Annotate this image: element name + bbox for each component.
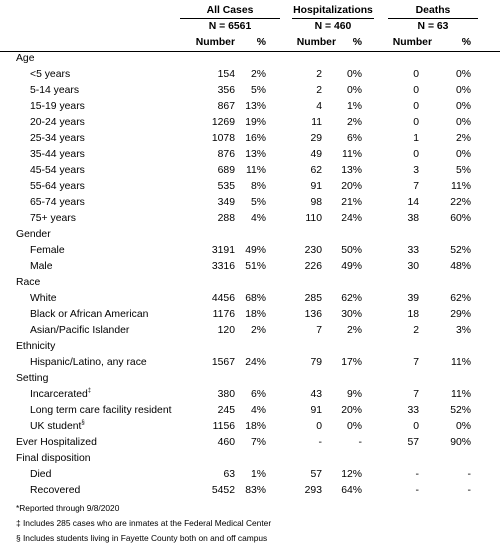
cell-number: 7 <box>413 181 419 192</box>
header-total-2: N = 63 <box>417 21 449 32</box>
row-label: Recovered <box>30 485 81 496</box>
row-label: Incarcerated‡ <box>30 388 92 400</box>
header-sub-0: Number <box>195 37 235 48</box>
header-group-2: Deaths <box>415 5 451 16</box>
section-row <box>0 435 500 451</box>
cell-number: 2 <box>316 85 322 96</box>
cell-percent: 62% <box>450 293 471 304</box>
cell-percent: 11% <box>450 389 471 400</box>
row-label: UK student§ <box>30 420 85 432</box>
cell-number: 2 <box>413 325 419 336</box>
cell-percent: - <box>467 485 471 496</box>
row-label: 75+ years <box>30 213 76 224</box>
cell-number: 2 <box>316 69 322 80</box>
cell-number: 285 <box>304 293 322 304</box>
cell-number: 49 <box>310 149 322 160</box>
table-row <box>0 403 500 419</box>
cell-number: 3191 <box>211 245 235 256</box>
cell-percent: 6% <box>346 133 362 144</box>
cell-percent: 68% <box>245 293 266 304</box>
cell-number: 3316 <box>211 261 235 272</box>
cell-number: 867 <box>217 101 235 112</box>
cell-percent: 0% <box>455 85 471 96</box>
table-row <box>0 483 500 499</box>
cell-percent: 16% <box>245 133 266 144</box>
cell-number: - <box>318 437 322 448</box>
cell-percent: 4% <box>250 213 266 224</box>
cell-number: 535 <box>217 181 235 192</box>
section-row <box>0 451 500 467</box>
table-row <box>0 115 500 131</box>
row-label: 35-44 years <box>30 149 85 160</box>
row-label: White <box>30 293 57 304</box>
cell-number: 14 <box>407 197 419 208</box>
cell-number: 460 <box>217 437 235 448</box>
cell-number: 39 <box>407 293 419 304</box>
cell-percent: 5% <box>455 165 471 176</box>
cell-percent: 17% <box>341 357 362 368</box>
cell-percent: - <box>358 437 362 448</box>
cell-number: 1 <box>413 133 419 144</box>
cell-number: 29 <box>310 133 322 144</box>
cell-number: 380 <box>217 389 235 400</box>
cell-number: 33 <box>407 245 419 256</box>
cell-percent: 1% <box>346 101 362 112</box>
row-label: Asian/Pacific Islander <box>30 325 130 336</box>
section-row <box>0 339 500 355</box>
cell-percent: 2% <box>346 117 362 128</box>
cell-number: 226 <box>304 261 322 272</box>
cell-number: 349 <box>217 197 235 208</box>
cell-number: 4456 <box>211 293 235 304</box>
cell-percent: 19% <box>245 117 266 128</box>
cell-number: 245 <box>217 405 235 416</box>
cell-number: 7 <box>316 325 322 336</box>
cell-percent: 24% <box>341 213 362 224</box>
cell-number: 0 <box>413 69 419 80</box>
cell-percent: - <box>467 469 471 480</box>
row-label: Age <box>16 53 35 64</box>
cell-percent: 5% <box>250 85 266 96</box>
cell-percent: 49% <box>341 261 362 272</box>
header-sub-1: % <box>256 37 266 48</box>
table-row <box>0 387 500 403</box>
header-totals <box>0 19 500 35</box>
row-label: Hispanic/Latino, any race <box>30 357 147 368</box>
header-group-0: All Cases <box>206 5 254 16</box>
cell-number: 5452 <box>211 485 235 496</box>
cell-percent: 30% <box>341 309 362 320</box>
cell-percent: 60% <box>450 213 471 224</box>
cell-number: 63 <box>223 469 235 480</box>
header-sub-5: % <box>461 37 471 48</box>
cell-number: - <box>415 469 419 480</box>
section-row <box>0 227 500 243</box>
cell-percent: 6% <box>250 389 266 400</box>
cell-percent: 0% <box>455 101 471 112</box>
cell-percent: 7% <box>250 437 266 448</box>
cell-percent: 52% <box>450 405 471 416</box>
cell-percent: 13% <box>245 149 266 160</box>
header-sub-2: Number <box>296 37 336 48</box>
cell-percent: 13% <box>341 165 362 176</box>
footnote: *Reported through 9/8/2020 <box>16 503 120 513</box>
footnote: § Includes students living in Fayette County both on and off campus <box>16 533 268 543</box>
table-row <box>0 67 500 83</box>
cell-number: 1269 <box>211 117 235 128</box>
footnote-marker: ‡ <box>87 388 92 394</box>
cell-percent: 0% <box>346 69 362 80</box>
row-label: 5-14 years <box>30 85 80 96</box>
cell-percent: 11% <box>245 165 266 176</box>
footnote-marker: § <box>81 420 85 426</box>
table-row <box>0 131 500 147</box>
cell-percent: 0% <box>455 421 471 432</box>
cell-percent: 50% <box>341 245 362 256</box>
cell-number: 293 <box>304 485 322 496</box>
table-row <box>0 259 500 275</box>
cell-number: 0 <box>413 149 419 160</box>
table-row <box>0 99 500 115</box>
cell-number: 3 <box>413 165 419 176</box>
cell-number: 110 <box>305 213 322 224</box>
cell-number: 136 <box>304 309 322 320</box>
header-group-1: Hospitalizations <box>293 5 373 16</box>
cell-percent: 2% <box>455 133 471 144</box>
header-sub-4: Number <box>392 37 432 48</box>
cell-percent: 3% <box>455 325 471 336</box>
cell-percent: 90% <box>450 437 471 448</box>
cell-percent: 11% <box>341 149 362 160</box>
cell-percent: 0% <box>455 117 471 128</box>
table-row <box>0 83 500 99</box>
cell-percent: 0% <box>455 149 471 160</box>
row-label: 20-24 years <box>30 117 85 128</box>
cell-percent: 8% <box>250 181 266 192</box>
cell-percent: 9% <box>346 389 362 400</box>
row-label: Ethnicity <box>16 341 56 352</box>
header-groups <box>0 3 500 19</box>
cell-percent: 11% <box>450 181 471 192</box>
cell-percent: 0% <box>346 85 362 96</box>
cell-number: 154 <box>217 69 235 80</box>
cell-number: 91 <box>310 405 322 416</box>
section-row <box>0 371 500 387</box>
table-row <box>0 323 500 339</box>
footnote: ‡ Includes 285 cases who are inmates at the Federal Medical Center <box>16 518 272 528</box>
section-row <box>0 51 500 67</box>
cell-percent: 2% <box>250 69 266 80</box>
cell-number: 30 <box>407 261 419 272</box>
row-label: Race <box>16 277 41 288</box>
cell-percent: 4% <box>250 405 266 416</box>
table-row <box>0 307 500 323</box>
cell-number: 356 <box>217 85 235 96</box>
row-label: 25-34 years <box>30 133 85 144</box>
cell-percent: 22% <box>450 197 471 208</box>
cell-percent: 1% <box>250 469 266 480</box>
cell-percent: 48% <box>450 261 471 272</box>
table-row <box>0 179 500 195</box>
cell-number: 18 <box>407 309 419 320</box>
table-row <box>0 195 500 211</box>
row-label: Died <box>30 469 52 480</box>
cell-number: 43 <box>310 389 322 400</box>
table-row <box>0 147 500 163</box>
cell-percent: 29% <box>450 309 471 320</box>
cell-number: 7 <box>413 389 419 400</box>
table-row <box>0 211 500 227</box>
row-label: Gender <box>16 229 51 240</box>
cell-number: 1176 <box>212 309 235 320</box>
cell-number: 876 <box>217 149 235 160</box>
cell-percent: 21% <box>341 197 362 208</box>
cell-percent: 20% <box>341 405 362 416</box>
cell-number: 288 <box>217 213 235 224</box>
section-row <box>0 275 500 291</box>
row-label: 15-19 years <box>30 101 85 112</box>
cell-percent: 0% <box>455 69 471 80</box>
row-label: <5 years <box>30 69 71 80</box>
cell-number: 33 <box>407 405 419 416</box>
header-total-0: N = 6561 <box>208 21 252 32</box>
cell-percent: 64% <box>341 485 362 496</box>
cell-number: 1156 <box>212 421 235 432</box>
cell-number: 11 <box>311 117 322 128</box>
header-sub-3: % <box>352 37 362 48</box>
cell-number: 4 <box>316 101 322 112</box>
table-row <box>0 467 500 483</box>
cell-number: 98 <box>310 197 322 208</box>
cell-number: 120 <box>217 325 235 336</box>
cell-number: 38 <box>407 213 419 224</box>
cell-percent: 62% <box>341 293 362 304</box>
cell-percent: 0% <box>346 421 362 432</box>
row-label: Black or African American <box>30 309 149 320</box>
cell-number: 0 <box>413 117 419 128</box>
header-subcolumns <box>0 35 500 52</box>
cell-number: 57 <box>310 469 322 480</box>
table-row <box>0 243 500 259</box>
cell-number: 230 <box>304 245 322 256</box>
row-label: 55-64 years <box>30 181 85 192</box>
row-label: Setting <box>16 373 49 384</box>
cell-percent: 52% <box>450 245 471 256</box>
table-row <box>0 355 500 371</box>
cell-number: 0 <box>413 101 419 112</box>
cell-percent: 12% <box>341 469 362 480</box>
cell-number: - <box>415 485 419 496</box>
cell-percent: 11% <box>450 357 471 368</box>
cell-number: 57 <box>407 437 419 448</box>
cell-number: 91 <box>310 181 322 192</box>
cell-percent: 13% <box>245 101 266 112</box>
cell-number: 79 <box>310 357 322 368</box>
table-row <box>0 163 500 179</box>
cell-percent: 20% <box>341 181 362 192</box>
cell-percent: 18% <box>245 309 266 320</box>
cell-number: 1078 <box>211 133 235 144</box>
row-label: Male <box>30 261 53 272</box>
cell-percent: 24% <box>245 357 266 368</box>
row-label: 45-54 years <box>30 165 85 176</box>
cell-percent: 2% <box>250 325 266 336</box>
cell-number: 689 <box>217 165 235 176</box>
table-row <box>0 419 500 435</box>
cell-number: 7 <box>413 357 419 368</box>
cell-percent: 2% <box>346 325 362 336</box>
cell-percent: 83% <box>245 485 266 496</box>
row-label: Final disposition <box>16 453 91 464</box>
row-label: Female <box>30 245 65 256</box>
cell-percent: 51% <box>245 261 266 272</box>
table-row <box>0 291 500 307</box>
cell-number: 0 <box>413 421 419 432</box>
cell-number: 1567 <box>211 357 235 368</box>
row-label: Long term care facility resident <box>30 405 172 416</box>
row-label: Ever Hospitalized <box>16 437 97 448</box>
cell-percent: 49% <box>245 245 266 256</box>
cell-percent: 18% <box>245 421 266 432</box>
cell-percent: 5% <box>250 197 266 208</box>
header-total-1: N = 460 <box>314 21 352 32</box>
cell-number: 62 <box>310 165 322 176</box>
row-label: 65-74 years <box>30 197 85 208</box>
cell-number: 0 <box>413 85 419 96</box>
cell-number: 0 <box>316 421 322 432</box>
